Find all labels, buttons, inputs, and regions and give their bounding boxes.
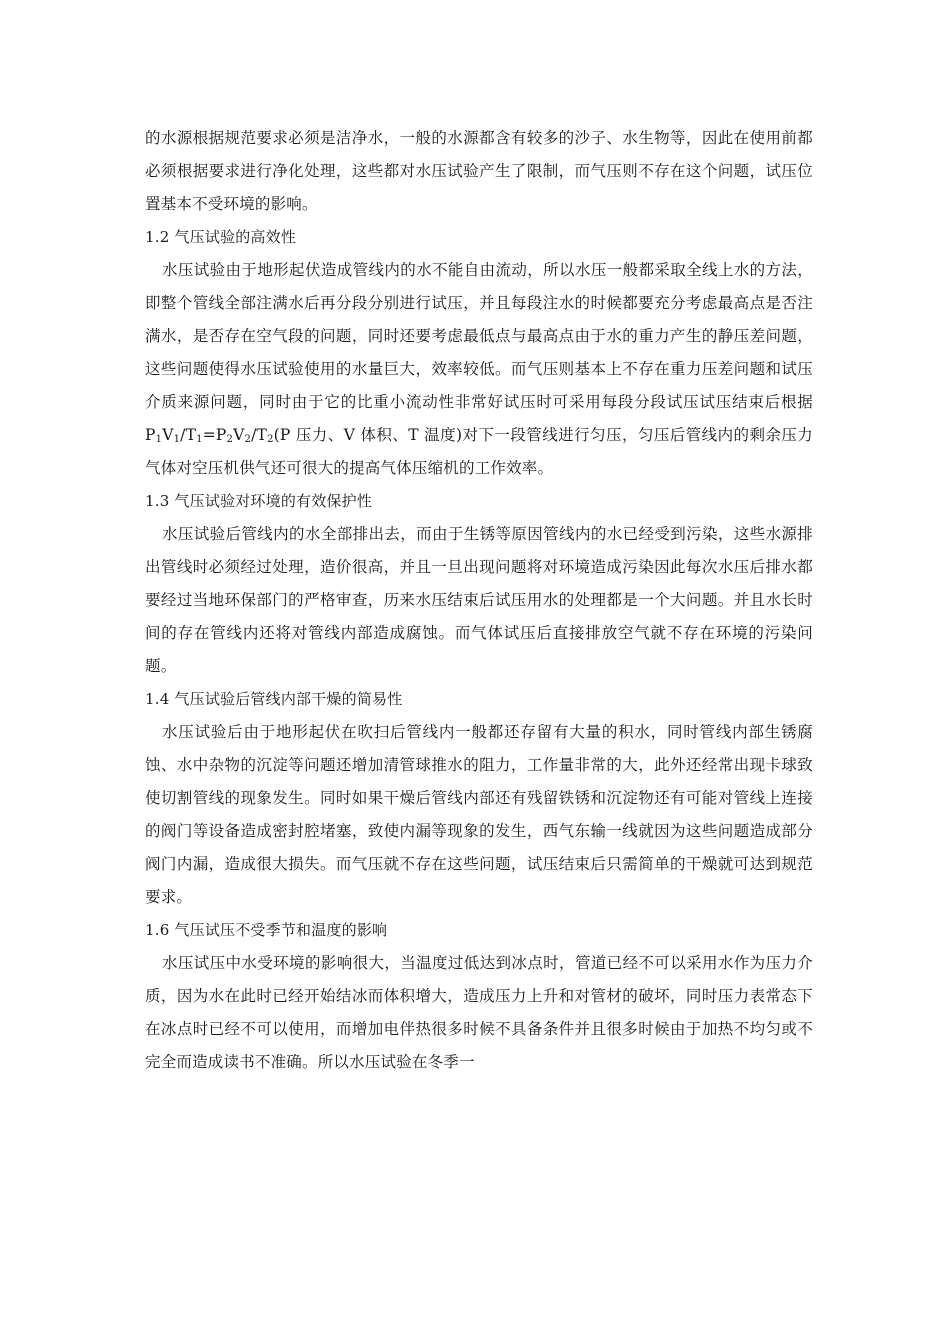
section-heading-1-3: 1.3 气压试验对环境的有效保护性 xyxy=(145,492,373,510)
paragraph-efficiency-text-after: (P 压力、V 体积、T 温度)对下一段管线进行匀压，匀压后管线内的剩余压力气体对空压机供气还可很大的提高气体压缩机的工作效率。 xyxy=(145,426,813,477)
paragraph-efficiency xyxy=(145,254,813,485)
section-heading-1-2: 1.2 气压试验的高效性 xyxy=(145,228,297,246)
document-body xyxy=(145,122,813,1079)
paragraph-efficiency-text-before: 水压试验由于地形起伏造成管线内的水不能自由流动，所以水压一般都采取全线上水的方法，即整个管线全部注满水后再分段分别进行试压，并且每段注水的时候都要充分考虑最高点是否注满水，是否存在空气段的问题，同时还要考虑最低点与最高点由于水的重力产生的静压差问题，这些问题使得水压试验使用的水量巨大，效率较低。而气压则基本上不存在重力压差问题和试压介质来源问题，同时由于它的比重小流动性非常好试压时可采用每段分段试压试压结束后根据 xyxy=(145,261,813,411)
section-heading-1-6: 1.6 气压试压不受季节和温度的影响 xyxy=(145,921,388,939)
paragraph-environment: 水压试验后管线内的水全部排出去，而由于生锈等原因管线内的水已经受到污染，这些水源排出管线时必须经过处理，造价很高，并且一旦出现问题将对环境造成污染因此每次水压后排水都要经过当地环保部门的严格审查，历来水压结束后试压用水的处理都是一个大问题。并且水长时间的存在管线内还将对管线内部造成腐蚀。而气体试压后直接排放空气就不存在环境的污染问题。 xyxy=(145,525,813,675)
paragraph-water-source: 的水源根据规范要求必须是洁净水，一般的水源都含有较多的沙子、水生物等，因此在使用前都必须根据要求进行净化处理，这些都对水压试验产生了限制，而气压则不存在这个问题，试压位置基本不受环境的影响。 xyxy=(145,129,813,213)
paragraph-season-temperature: 水压试压中水受环境的影响很大，当温度过低达到冰点时，管道已经不可以采用水作为压力介质，因为水在此时已经开始结冰而体积增大，造成压力上升和对管材的破坏，同时压力表常态下在冰点时已经不可以使用，而增加电伴热很多时候不具备条件并且很多时候由于加热不均匀或不完全而造成读书不准确。所以水压试验在冬季一 xyxy=(145,954,813,1071)
section-heading-1-4: 1.4 气压试验后管线内部干燥的简易性 xyxy=(145,690,403,708)
gas-law-formula: $P_1V_1/T_1=P_2V_2/T_2$ xyxy=(145,426,274,445)
paragraph-drying: 水压试验后由于地形起伏在吹扫后管线内一般都还存留有大量的积水，同时管线内部生锈腐蚀、水中杂物的沉淀等问题还增加清管球推水的阻力，工作量非常的大，此外还经常出现卡球致使切割管线的现象发生。同时如果干燥后管线内部还有残留铁锈和沉淀物还有可能对管线上连接的阀门等设备造成密封腔堵塞，致使内漏等现象的发生，西气东输一线就因为这些问题造成部分阀门内漏，造成很大损失。而气压就不存在这些问题，试压结束后只需简单的干燥就可达到规范要求。 xyxy=(145,723,813,906)
